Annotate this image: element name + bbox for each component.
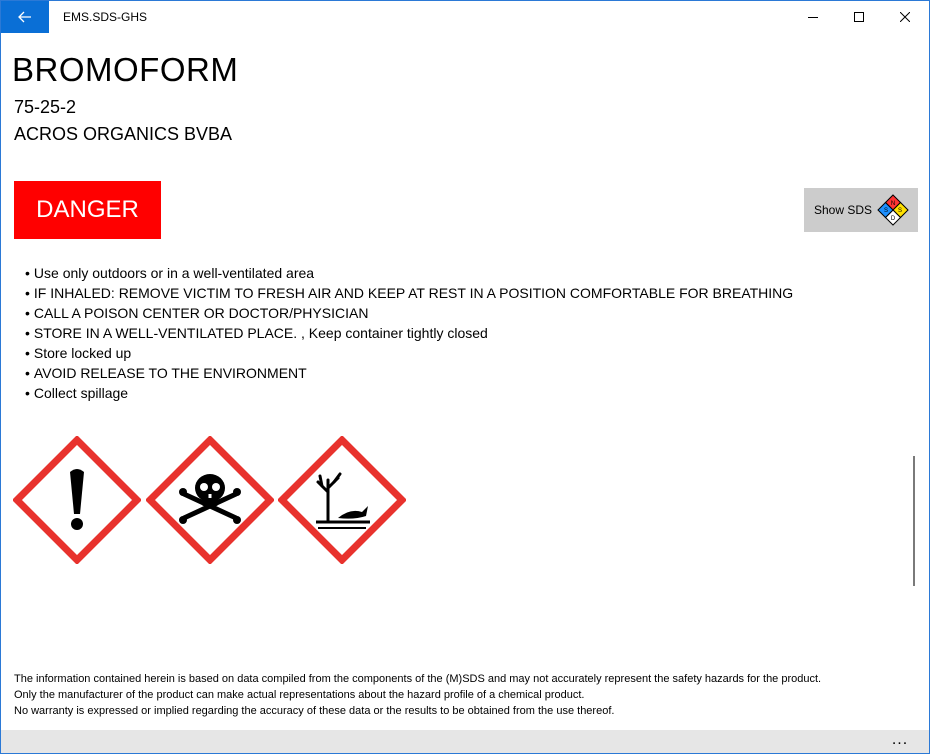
cas-number: 75-25-2: [14, 97, 77, 117]
svg-text:S: S: [883, 208, 889, 214]
statement-item: • Collect spillage: [25, 383, 793, 403]
show-sds-button[interactable]: [804, 188, 918, 232]
maximize-icon: [854, 12, 864, 22]
statement-item: • Store locked up: [25, 343, 793, 363]
exclamation-mark-icon: [13, 436, 141, 564]
chemical-name: BROMOFORM: [12, 51, 239, 88]
signal-word-badge: DANGER: [14, 181, 161, 239]
disclaimer: [14, 671, 821, 719]
app-command-bar: [1, 730, 929, 754]
svg-text:D: D: [890, 216, 896, 222]
show-sds-label: Show SDS: [814, 203, 873, 217]
back-arrow-icon: [18, 11, 32, 23]
close-button[interactable]: [882, 1, 928, 33]
statement-item: • AVOID RELEASE TO THE ENVIRONMENT: [25, 363, 793, 383]
statement-item: • CALL A POISON CENTER OR DOCTOR/PHYSICIAN: [25, 303, 793, 323]
minimize-icon: [808, 12, 818, 22]
precautionary-statements: [25, 263, 793, 403]
svg-text:S: S: [897, 208, 903, 214]
maximize-button[interactable]: [836, 1, 882, 33]
minimize-button[interactable]: [790, 1, 836, 33]
more-options-button[interactable]: ...: [891, 731, 909, 748]
disclaimer-line: The information contained herein is based on data compiled from the components of the (M)SDS and may not accurately represent the safety hazards for the product.: [14, 673, 822, 685]
back-button[interactable]: [1, 1, 49, 33]
skull-crossbones-icon: [146, 436, 274, 564]
title-bar: [1, 1, 929, 33]
window-title: EMS.SDS-GHS: [63, 10, 148, 24]
nfpa-diamond-icon: [877, 194, 909, 226]
statement-item: • Use only outdoors or in a well-ventilated area: [25, 263, 793, 283]
close-icon: [900, 12, 910, 22]
disclaimer-line: No warranty is expressed or implied regarding the accuracy of these data or the results to be obtained from the use thereof.: [14, 705, 615, 717]
statement-item: • STORE IN A WELL-VENTILATED PLACE. , Keep container tightly closed: [25, 323, 793, 343]
statement-item: • IF INHALED: REMOVE VICTIM TO FRESH AIR AND KEEP AT REST IN A POSITION COMFORTABLE FOR BREATHING: [25, 283, 793, 303]
supplier-name: ACROS ORGANICS BVBA: [14, 124, 233, 144]
environment-hazard-icon: [278, 436, 406, 564]
svg-text:N: N: [890, 201, 896, 207]
vertical-scrollbar[interactable]: [913, 456, 915, 586]
disclaimer-line: Only the manufacturer of the product can make actual representations about the hazard profile of a chemical product.: [14, 689, 585, 701]
